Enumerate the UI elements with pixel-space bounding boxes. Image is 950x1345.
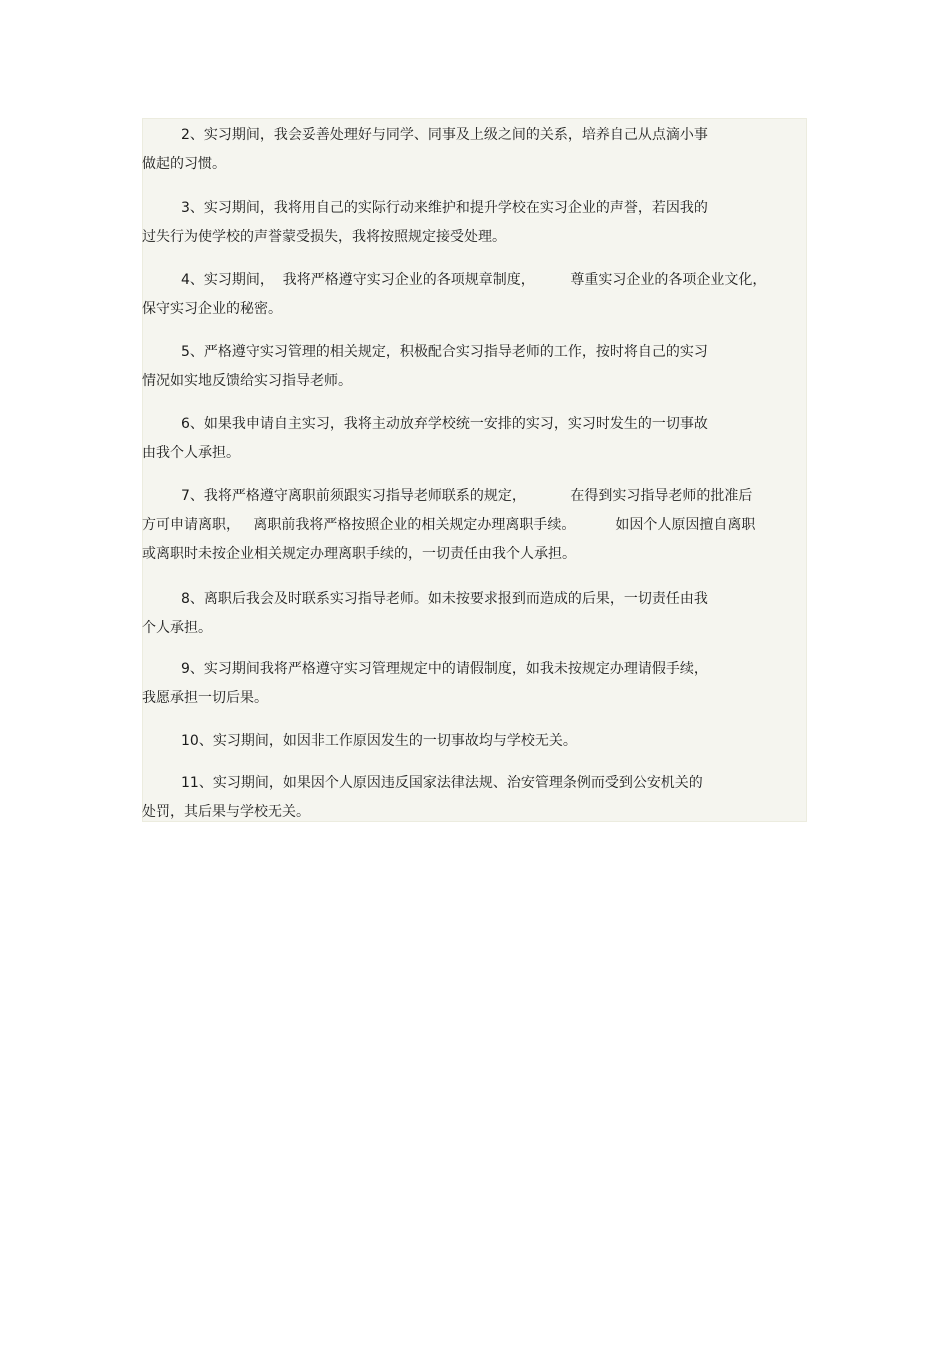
clause-line: 我愿承担一切后果。 <box>142 690 268 706</box>
clause-line: 方可申请离职， 离职前我将严格按照企业的相关规定办理离职手续。 如因个人原因擅自离职 <box>142 517 756 533</box>
clause-line: 过失行为使学校的声誉蒙受损失，我将按照规定接受处理。 <box>142 229 506 245</box>
clause-8 <box>142 585 807 643</box>
clause-line: 情况如实地反馈给实习指导老师。 <box>142 373 352 389</box>
clause-line: 4、实习期间， 我将严格遵守实习企业的各项规章制度， 尊重实习企业的各项企业文化， <box>181 272 767 288</box>
clause-3 <box>142 194 807 252</box>
clause-7 <box>142 482 807 569</box>
clause-line: 或离职时未按企业相关规定办理离职手续的，一切责任由我个人承担。 <box>142 546 576 562</box>
clause-line: 2、实习期间，我会妥善处理好与同学、同事及上级之间的关系，培养自己从点滴小事 <box>181 127 708 143</box>
clause-line: 6、如果我申请自主实习，我将主动放弃学校统一安排的实习，实习时发生的一切事故 <box>181 416 708 432</box>
clause-6 <box>142 410 807 468</box>
clause-line: 9、实习期间我将严格遵守实习管理规定中的请假制度，如我未按规定办理请假手续， <box>181 661 708 677</box>
clause-line: 做起的习惯。 <box>142 156 226 172</box>
clause-9 <box>142 655 807 713</box>
clause-line: 由我个人承担。 <box>142 445 240 461</box>
clause-line: 7、我将严格遵守离职前须跟实习指导老师联系的规定， 在得到实习指导老师的批准后 <box>181 488 753 504</box>
clause-5 <box>142 338 807 396</box>
clause-10 <box>142 727 807 756</box>
clause-line: 5、严格遵守实习管理的相关规定，积极配合实习指导老师的工作，按时将自己的实习 <box>181 344 708 360</box>
clause-line: 个人承担。 <box>142 620 212 636</box>
clause-line: 11、实习期间，如果因个人原因违反国家法律法规、治安管理条例而受到公安机关的 <box>181 775 703 791</box>
clause-2 <box>142 121 807 179</box>
clause-11 <box>142 769 807 827</box>
clause-line: 保守实习企业的秘密。 <box>142 301 282 317</box>
clause-line: 3、实习期间，我将用自己的实际行动来维护和提升学校在实习企业的声誉，若因我的 <box>181 200 708 216</box>
clause-line: 处罚，其后果与学校无关。 <box>142 804 310 820</box>
clause-line: 8、离职后我会及时联系实习指导老师。如未按要求报到而造成的后果，一切责任由我 <box>181 591 708 607</box>
clause-line: 10、实习期间，如因非工作原因发生的一切事故均与学校无关。 <box>181 733 577 749</box>
clause-4 <box>142 266 807 324</box>
